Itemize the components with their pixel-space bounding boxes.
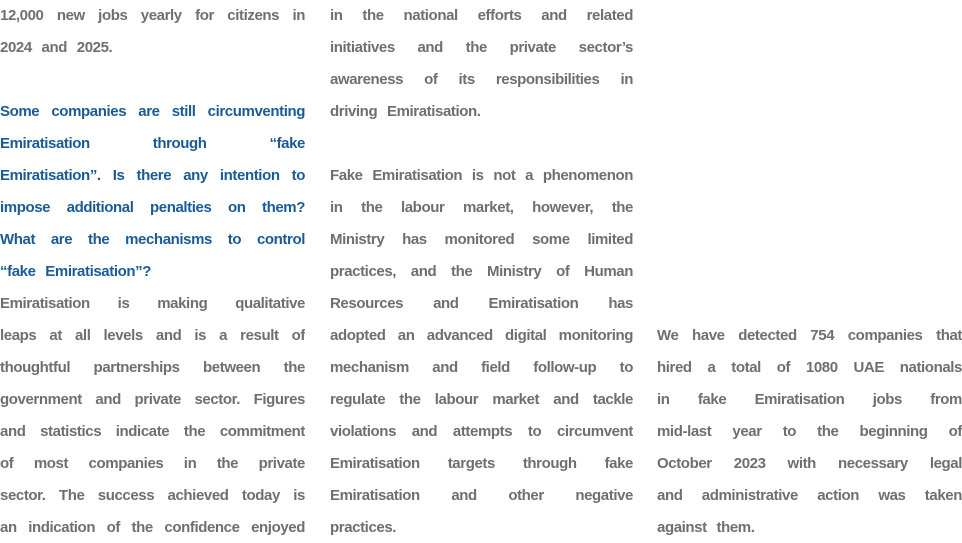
text-line: mechanism and field follow-up to xyxy=(330,359,633,376)
text-line: practices, and the Ministry of Human xyxy=(330,263,633,280)
text-line: “fake Emiratisation”? xyxy=(0,263,151,280)
text-line: and administrative action was taken xyxy=(657,487,962,504)
text-line: impose additional penalties on them? xyxy=(0,199,305,216)
blank-line xyxy=(657,128,962,160)
text-line: What are the mechanisms to control xyxy=(0,231,305,248)
text-line: awareness of its responsibilities in xyxy=(330,71,633,88)
text-line: initiatives and the private sector’s xyxy=(330,39,633,56)
text-line: government and private sector. Figures xyxy=(0,391,305,408)
text-line: in the labour market, however, the xyxy=(330,199,633,216)
text-line: mid-last year to the beginning of xyxy=(657,423,962,440)
text-line: adopted an advanced digital monitoring xyxy=(330,327,633,344)
column-middle xyxy=(330,0,633,543)
text-line: Emiratisation is making qualitative xyxy=(0,295,305,312)
blank-line xyxy=(657,32,962,64)
text-line: Ministry has monitored some limited xyxy=(330,231,633,248)
text-line: Emiratisation through “fake xyxy=(0,135,305,152)
text-line: an indication of the confidence enjoyed xyxy=(0,519,305,536)
text-line: October 2023 with necessary legal xyxy=(657,455,962,472)
text-line: in the national efforts and related xyxy=(330,7,633,24)
text-line: regulate the labour market and tackle xyxy=(330,391,633,408)
text-line: and statistics indicate the commitment xyxy=(0,423,305,440)
blank-line xyxy=(657,160,962,192)
column-right xyxy=(657,0,962,543)
blank-line xyxy=(657,256,962,288)
blank-line xyxy=(657,64,962,96)
blank-line xyxy=(657,224,962,256)
text-line: Fake Emiratisation is not a phenomenon xyxy=(330,167,633,184)
text-line: Emiratisation and other negative xyxy=(330,487,633,504)
text-line: Some companies are still circumventing xyxy=(0,103,305,120)
blank-line xyxy=(657,288,962,320)
text-line: 12,000 new jobs yearly for citizens in xyxy=(0,7,305,24)
text-line: of most companies in the private xyxy=(0,455,305,472)
text-line: practices. xyxy=(330,519,397,536)
blank-line xyxy=(0,64,305,96)
column-left xyxy=(0,0,305,543)
text-line: We have detected 754 companies that xyxy=(657,327,962,344)
text-line: sector. The success achieved today is xyxy=(0,487,305,504)
text-line: 2024 and 2025. xyxy=(0,39,113,56)
blank-line xyxy=(330,128,633,160)
text-line: Resources and Emiratisation has xyxy=(330,295,633,312)
text-line: hired a total of 1080 UAE nationals xyxy=(657,359,962,376)
text-line: violations and attempts to circumvent xyxy=(330,423,633,440)
text-line: in fake Emiratisation jobs from xyxy=(657,391,962,408)
text-line: against them. xyxy=(657,519,755,536)
text-line: Emiratisation targets through fake xyxy=(330,455,633,472)
blank-line xyxy=(657,96,962,128)
text-line: thoughtful partnerships between the xyxy=(0,359,305,376)
blank-line xyxy=(657,192,962,224)
blank-line xyxy=(657,0,962,32)
text-line: driving Emiratisation. xyxy=(330,103,481,120)
text-line: leaps at all levels and is a result of xyxy=(0,327,305,344)
text-line: Emiratisation”. Is there any intention to xyxy=(0,167,305,184)
